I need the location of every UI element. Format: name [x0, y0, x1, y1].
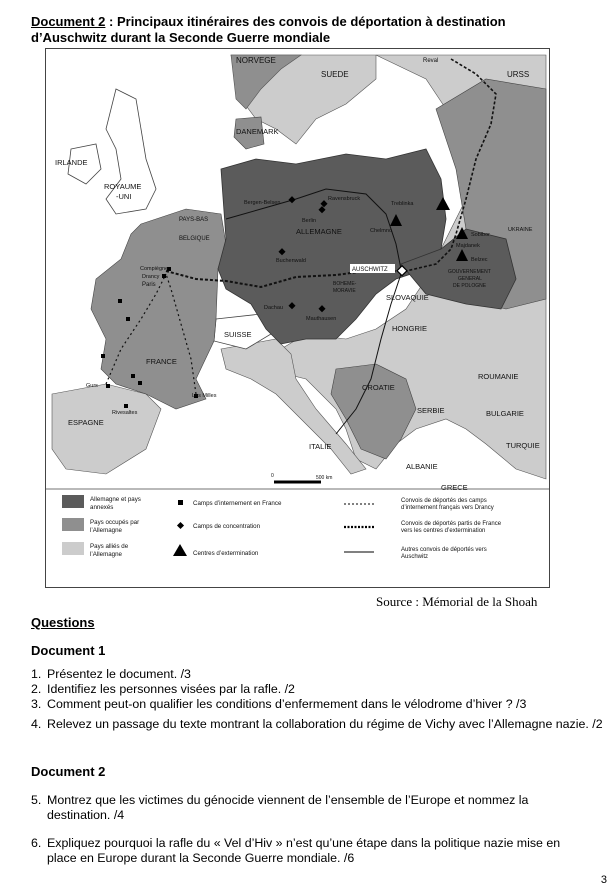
label-paris: Paris: [142, 282, 156, 288]
label-rivesaltes: Rivesaltes: [112, 410, 138, 416]
document-title-text1: : Principaux itinéraires des convois de déportation à destination: [105, 14, 506, 29]
label-majdanek: Majdanek: [456, 243, 480, 249]
label-royaume1: ROYAUME: [104, 182, 142, 191]
label-berlin: Berlin: [302, 218, 317, 224]
internment-camp-marker: [101, 354, 105, 358]
label-bulgarie: BULGARIE: [486, 409, 524, 418]
question-text: Identifiez les personnes visées par la rafle. /2: [47, 682, 295, 696]
legend-autres2: Auschwitz: [401, 554, 429, 560]
map-source: Source : Mémorial de la Shoah: [376, 594, 538, 609]
label-chelmno: Chelmno: [370, 228, 393, 234]
legend-autres1: Autres convois de déportés vers: [401, 547, 487, 553]
page-number: 3: [600, 874, 607, 886]
internment-camp-marker: [126, 317, 130, 321]
question-item: [31, 682, 606, 697]
questions-heading: Questions: [31, 615, 95, 630]
map-land-spain: [52, 384, 161, 474]
internment-camp-marker: [131, 374, 135, 378]
label-sobibor: Sobibor: [471, 232, 490, 238]
label-allemagne: ALLEMAGNE: [296, 227, 342, 236]
question-item: [31, 793, 566, 823]
label-belgique: BELGIQUE: [179, 236, 210, 242]
label-belzec: Belzec: [471, 257, 488, 263]
legend-swatch-occupes: [62, 518, 84, 531]
question-item: [31, 717, 606, 732]
legend-concentration: Camps de concentration: [193, 523, 261, 530]
legend-swatch-annexes: [62, 495, 84, 508]
label-serbie: SERBIE: [417, 406, 445, 415]
label-mauthausen: Mauthausen: [306, 316, 337, 322]
label-paysbas: PAYS-BAS: [179, 217, 209, 223]
question-text: Comment peut-on qualifier les conditions d’enfermement dans le vélodrome d’hiver ? /3: [47, 697, 527, 711]
label-suisse: SUISSE: [224, 330, 252, 339]
question-number: 4.: [31, 717, 42, 731]
document1-questions: [31, 667, 606, 732]
label-boheme1: BOHEME-: [333, 281, 357, 287]
question-text: Expliquez pourquoi la rafle du « Vel d’Hiv » n’est qu’une étape dans la politique nazie mise en place en Europe durant la Seconde Guerre mondiale. /6: [47, 836, 561, 865]
legend-occupes1: Pays occupés par: [90, 519, 140, 526]
label-croatie: CROATIE: [362, 383, 395, 392]
legend-swatch-allies: [62, 542, 84, 555]
legend-extermination-icon: [173, 544, 187, 556]
internment-camp-marker: [138, 381, 142, 385]
question-item: [31, 667, 606, 682]
label-roumanie: ROUMANIE: [478, 372, 519, 381]
internment-camp-marker: [106, 384, 110, 388]
label-hongrie: HONGRIE: [392, 324, 428, 333]
label-ukraine: UKRAINE: [508, 227, 533, 233]
legend-occupes2: l’Allemagne: [90, 527, 122, 534]
label-suede: SUEDE: [321, 70, 349, 79]
label-danemark: DANEMARK: [236, 127, 279, 136]
label-bergen: Bergen-Belsen: [244, 200, 281, 206]
legend-annexes2: annexés: [90, 504, 114, 511]
question-number: 3.: [31, 697, 42, 711]
label-albanie: ALBANIE: [406, 462, 438, 471]
question-item: [31, 697, 606, 712]
legend-convois-france1: Convois de déportés partis de France: [401, 521, 502, 527]
label-france: FRANCE: [146, 357, 177, 366]
internment-camp-marker: [124, 404, 128, 408]
label-irlande: IRLANDE: [55, 158, 88, 167]
internment-camp-marker: [162, 274, 166, 278]
label-drancy: Drancy: [142, 274, 160, 280]
label-boheme2: MORAVIE: [333, 288, 356, 294]
question-number: 6.: [31, 836, 42, 850]
map-svg: [46, 49, 549, 587]
label-ravensbruck: Ravensbruck: [328, 196, 361, 202]
question-number: 1.: [31, 667, 42, 681]
legend-convois-drancy1: Convois de déportés des camps: [401, 498, 487, 504]
label-gouv3: DE POLOGNE: [453, 283, 487, 289]
document1-heading: Document 1: [31, 643, 106, 658]
document-title: [31, 14, 591, 46]
label-royaume2: -UNI: [116, 192, 132, 201]
question-text: Présentez le document. /3: [47, 667, 191, 681]
question-number: 2.: [31, 682, 42, 696]
label-reval: Reval: [423, 58, 439, 64]
label-turquie: TURQUIE: [506, 441, 540, 450]
label-slovaquie: SLOVAQUIE: [386, 293, 429, 302]
document-title-text2: d’Auschwitz durant la Seconde Guerre mondiale: [31, 30, 331, 45]
label-gouv2: GENERAL: [458, 276, 482, 282]
legend-annexes1: Allemagne et pays: [90, 496, 141, 503]
document2-questions: [31, 793, 566, 866]
question-text: Relevez un passage du texte montrant la collaboration du régime de Vichy avec l’Allemagne nazie. /2: [47, 717, 603, 731]
document-title-label: Document 2: [31, 14, 106, 29]
label-auschwitz: AUSCHWITZ: [352, 267, 388, 273]
scale-label-zero: 0: [271, 473, 274, 479]
label-buchenwald: Buchenwald: [276, 258, 306, 264]
label-gouv1: GOUVERNEMENT: [448, 269, 491, 275]
legend-concentration-icon: [177, 522, 184, 529]
legend-allies1: Pays alliés de: [90, 543, 129, 550]
label-italie: ITALIE: [309, 442, 332, 451]
label-treblinka: Treblinka: [391, 201, 414, 207]
label-espagne: ESPAGNE: [68, 418, 104, 427]
legend-convois-france2: vers les centres d’extermination: [401, 528, 486, 534]
label-lesmilles: Les Milles: [192, 393, 217, 399]
internment-camp-marker: [118, 299, 122, 303]
question-text: Montrez que les victimes du génocide viennent de l’ensemble de l’Europe et nommez la destination. /4: [47, 793, 529, 822]
label-gurs: Gurs: [86, 383, 98, 389]
label-dachau: Dachau: [264, 305, 283, 311]
legend-internment-icon: [178, 500, 183, 505]
document2-heading: Document 2: [31, 764, 106, 779]
legend-internement: Camps d’internement en France: [193, 500, 282, 507]
question-number: 5.: [31, 793, 42, 807]
legend-allies2: l’Allemagne: [90, 551, 122, 558]
label-compiegne: Compiègne: [140, 266, 169, 272]
label-urss: URSS: [507, 70, 530, 79]
legend-extermination: Centres d’extermination: [193, 550, 259, 557]
legend-convois-drancy2: d’internement français vers Drancy: [401, 505, 494, 511]
label-grece: GRECE: [441, 483, 468, 492]
deportation-map: [45, 48, 550, 588]
question-item: [31, 836, 566, 866]
label-norvege: NORVEGE: [236, 56, 276, 65]
scale-label-km: 500 km: [316, 475, 333, 481]
